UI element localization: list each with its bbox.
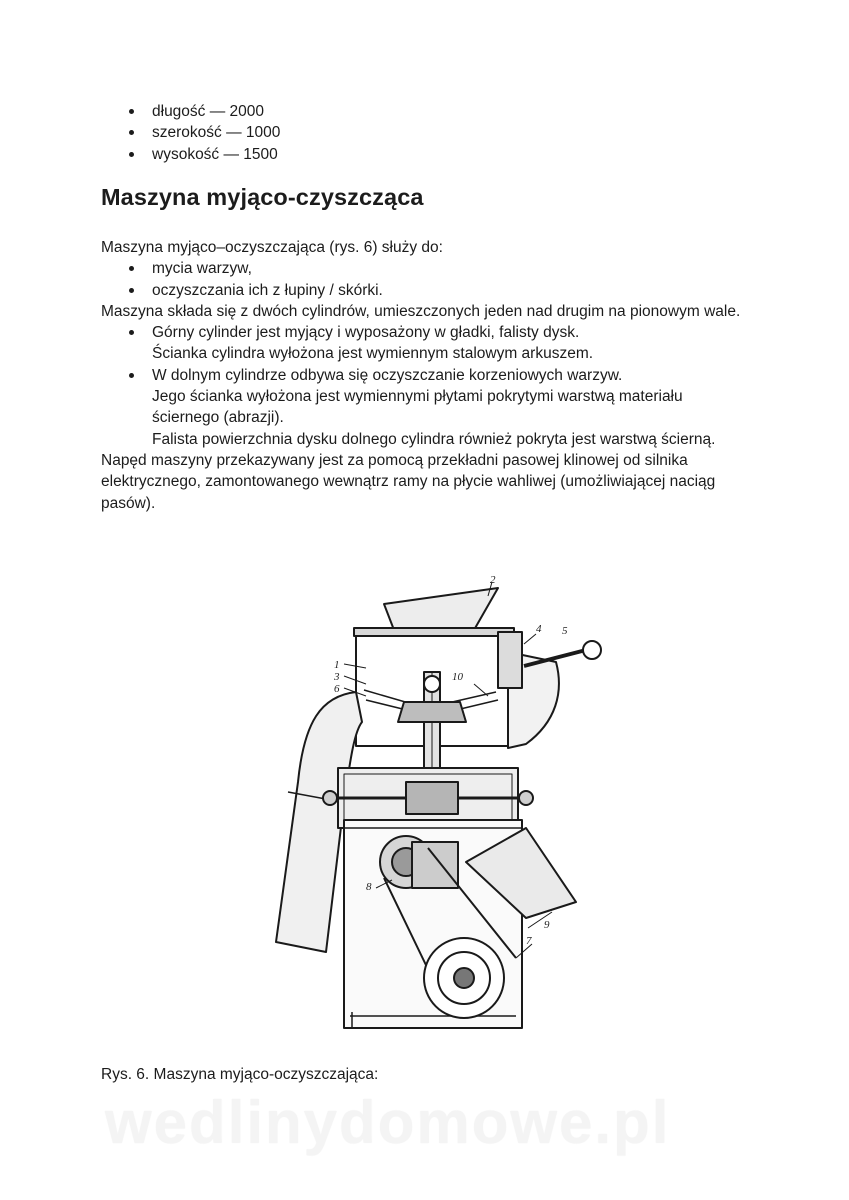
lower-cylinder-disc-text: Falista powierzchnia dysku dolnego cylindra również pokryta jest warstwą ścierną. (152, 430, 716, 448)
upper-cylinder-top (354, 628, 514, 636)
cylinder-list (101, 322, 751, 450)
construction-paragraph: Maszyna składa się z dwóch cylindrów, umieszczonych jeden nad drugim na pionowym wale. (101, 302, 741, 320)
figure-label: 10 (452, 671, 463, 683)
section-title: Maszyna myjąco-czyszcząca (101, 184, 424, 210)
list-item (101, 322, 751, 365)
list-item: oczyszczania ich z łupiny / skórki. (101, 280, 751, 301)
lower-cylinder-text: W dolnym cylindrze odbywa się oczyszczanie korzeniowych warzyw. (152, 366, 623, 384)
intro-paragraph: Maszyna myjąco–oczyszczająca (rys. 6) służy do: (101, 239, 443, 256)
purpose-list (101, 258, 751, 301)
upper-bearing (398, 702, 466, 722)
figure-label: 4 (536, 623, 542, 635)
drive-paragraph: Napęd maszyny przekazywany jest za pomocą przekładni pasowej klinowej od silnika elektrycznego, zamontowanego wewnątrz ramy na płycie wahliwej (umożliwiającej naciąg pasów). (101, 451, 716, 512)
figure-label: 8 (366, 881, 372, 893)
gearbox (412, 842, 458, 888)
figure-label: 2 (490, 574, 496, 586)
list-item: szerokość — 1000 (101, 122, 280, 143)
dimensions-list (101, 101, 280, 165)
figure-label: 3 (334, 671, 340, 683)
figure-label: 6 (334, 683, 340, 695)
list-item: mycia warzyw, (101, 258, 751, 279)
figure-label: 9 (544, 919, 550, 931)
lever-bracket (498, 632, 522, 688)
lower-cylinder-wall-text: Jego ścianka wyłożona jest wymiennymi płytami pokrytymi warstwą materiału ściernego (abrazji). (152, 388, 683, 427)
list-item: wysokość — 1500 (101, 144, 280, 165)
upper-cylinder-wall-text: Ścianka cylindra wyłożona jest wymiennym stalowym arkuszem. (152, 345, 594, 363)
figure-label: 5 (562, 625, 568, 637)
list-item (101, 365, 751, 450)
figure-caption: Rys. 6. Maszyna myjąco-oczyszczająca: (101, 1066, 379, 1083)
upper-cylinder-text: Górny cylinder jest myjący i wyposażony w gładki, falisty dysk. (152, 324, 580, 342)
section-body (101, 237, 751, 514)
figure-label: 1 (334, 659, 340, 671)
machine-diagram (226, 572, 622, 1042)
hopper (384, 588, 498, 630)
lever-knob (583, 641, 601, 659)
list-item: długość — 2000 (101, 101, 280, 122)
figure-label: 7 (526, 935, 532, 947)
watermark: wedlinydomowe.pl (105, 1089, 671, 1156)
